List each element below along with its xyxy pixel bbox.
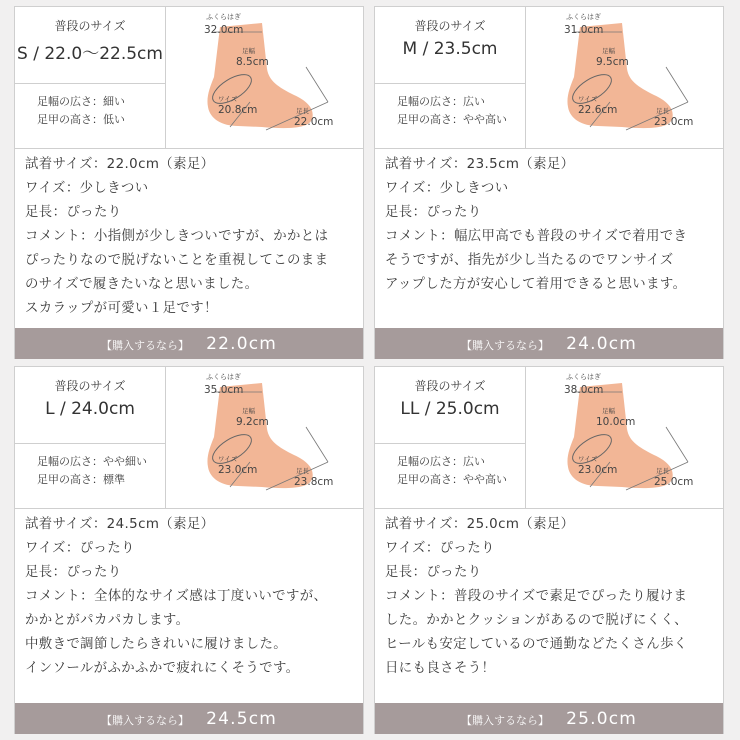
length-value: 22.0cm [294,116,334,128]
normal-size-label: 普段のサイズ [414,19,486,33]
foot-attributes [397,93,507,129]
review-line: した。かかとクッションがあるので脱げにくく、 [385,613,688,628]
buy-bar[interactable] [375,703,723,734]
normal-size-box [15,7,165,84]
review-line: ワイズ：ぴったり [25,541,135,556]
review-line: 足長：ぴったり [25,205,122,220]
length-label: 足長 [296,467,309,475]
wise-value: 23.0cm [218,464,258,476]
length-line [306,427,328,462]
review-line: ワイズ：少しきつい [385,181,509,196]
review-line: 足長：ぴったり [385,565,482,580]
foot-figure [166,7,364,148]
review-line: コメント：幅広甲高でも普段のサイズで着用でき [385,229,688,244]
calf-label: ふくらはぎ [566,373,601,381]
instep-height-text: 足甲の高さ：低い [37,113,125,126]
buy-size: 24.0cm [566,334,638,354]
buy-prefix: 【購入するなら】 [100,714,189,727]
foot-figure [526,367,724,508]
buy-size: 25.0cm [566,709,638,729]
normal-size-box [15,367,165,444]
buy-bar[interactable] [15,703,363,734]
foot-width-text: 足幅の広さ：広い [397,455,485,468]
instep-height-text: 足甲の高さ：やや高い [397,113,507,126]
normal-size-label: 普段のサイズ [54,379,126,393]
review-line: 試着サイズ：22.0cm（素足） [25,157,215,172]
review-line: コメント：普段のサイズで素足でぴったり履けま [385,589,688,604]
ankle-value: 9.2cm [236,416,269,428]
instep-height-text: 足甲の高さ：標準 [37,473,125,486]
review-line: 日にも良さそう！ [385,661,496,676]
review-text [25,153,357,321]
review-line: 試着サイズ：24.5cm（素足） [25,517,215,532]
review-line: 足長：ぴったり [385,205,482,220]
ankle-label: 足幅 [242,407,255,415]
normal-size-box [375,7,525,84]
calf-value: 31.0cm [564,24,604,36]
foot-figure [166,367,364,508]
length-line [666,427,688,462]
normal-size-value: S / 22.0〜22.5cm [17,44,163,64]
length-line [666,67,688,102]
review-line: のサイズで履きたいなと思いました。 [25,277,259,292]
review-line: ヒールも安定しているので通勤などたくさん歩く [385,637,688,652]
review-card-3 [14,366,364,734]
calf-value: 32.0cm [204,24,244,36]
card-header [15,7,363,149]
review-line: 試着サイズ：23.5cm（素足） [385,157,575,172]
wise-label: ワイズ [578,455,598,463]
buy-size: 22.0cm [206,334,278,354]
buy-bar[interactable] [15,328,363,359]
size-info [15,367,166,508]
instep-height-text: 足甲の高さ：やや高い [397,473,507,486]
wise-value: 23.0cm [578,464,618,476]
review-line: かかとがパカパカします。 [25,613,190,628]
review-line: そうですが、指先が少し当たるのでワンサイズ [385,253,674,268]
normal-size-label: 普段のサイズ [54,19,126,33]
length-line [306,67,328,102]
length-label: 足長 [656,467,669,475]
normal-size-value: L / 24.0cm [45,399,135,419]
wise-label: ワイズ [218,455,238,463]
foot-width-text: 足幅の広さ：細い [37,95,125,108]
buy-prefix: 【購入するなら】 [460,339,549,352]
card-header [15,367,363,509]
review-line: ワイズ：少しきつい [25,181,149,196]
calf-value: 35.0cm [204,384,244,396]
calf-label: ふくらはぎ [566,13,601,21]
review-line: 中敷きで調節したらきれいに履けました。 [25,637,288,652]
length-label: 足長 [296,107,309,115]
review-card-1 [14,6,364,359]
review-text [25,513,357,681]
review-line: 試着サイズ：25.0cm（素足） [385,517,575,532]
review-line: ワイズ：ぴったり [385,541,495,556]
review-line: コメント：小指側が少しきついですが、かかとは [25,229,329,244]
foot-figure [526,7,724,148]
foot-attributes [397,453,507,489]
calf-label: ふくらはぎ [206,13,241,21]
review-line: コメント：全体的なサイズ感は丁度いいですが、 [25,589,328,604]
normal-size-label: 普段のサイズ [414,379,486,393]
review-line: スカラップが可愛い１足です！ [25,301,218,316]
review-line: アップした方が安心して着用できると思います。 [385,277,687,292]
foot-attributes [37,93,125,129]
foot-width-text: 足幅の広さ：やや細い [37,455,147,468]
buy-bar[interactable] [375,328,723,359]
wise-label: ワイズ [218,95,238,103]
ankle-value: 8.5cm [236,56,269,68]
ankle-label: 足幅 [602,47,615,55]
foot-attributes [37,453,147,489]
foot-width-text: 足幅の広さ：広い [397,95,485,108]
review-card-4 [374,366,724,734]
review-card-2 [374,6,724,359]
review-line: インソールがふかふかで疲れにくそうです。 [25,661,300,676]
calf-value: 38.0cm [564,384,604,396]
ankle-value: 9.5cm [596,56,629,68]
ankle-label: 足幅 [242,47,255,55]
buy-size: 24.5cm [206,709,278,729]
length-label: 足長 [656,107,669,115]
length-value: 23.0cm [654,116,694,128]
review-line: ぴったりなので脱げないことを重視してこのまま [25,253,329,268]
normal-size-value: M / 23.5cm [402,39,498,59]
size-info [375,7,526,148]
ankle-label: 足幅 [602,407,615,415]
size-info [375,367,526,508]
review-line: 足長：ぴったり [25,565,122,580]
length-value: 25.0cm [654,476,694,488]
card-header [375,367,723,509]
wise-value: 22.6cm [578,104,618,116]
wise-value: 20.8cm [218,104,258,116]
buy-prefix: 【購入するなら】 [100,339,189,352]
size-info [15,7,166,148]
card-header [375,7,723,149]
calf-label: ふくらはぎ [206,373,241,381]
review-text [385,513,717,681]
ankle-value: 10.0cm [596,416,636,428]
normal-size-box [375,367,525,444]
review-text [385,153,717,297]
length-value: 23.8cm [294,476,334,488]
buy-prefix: 【購入するなら】 [460,714,549,727]
wise-label: ワイズ [578,95,598,103]
normal-size-value: LL / 25.0cm [400,399,500,419]
